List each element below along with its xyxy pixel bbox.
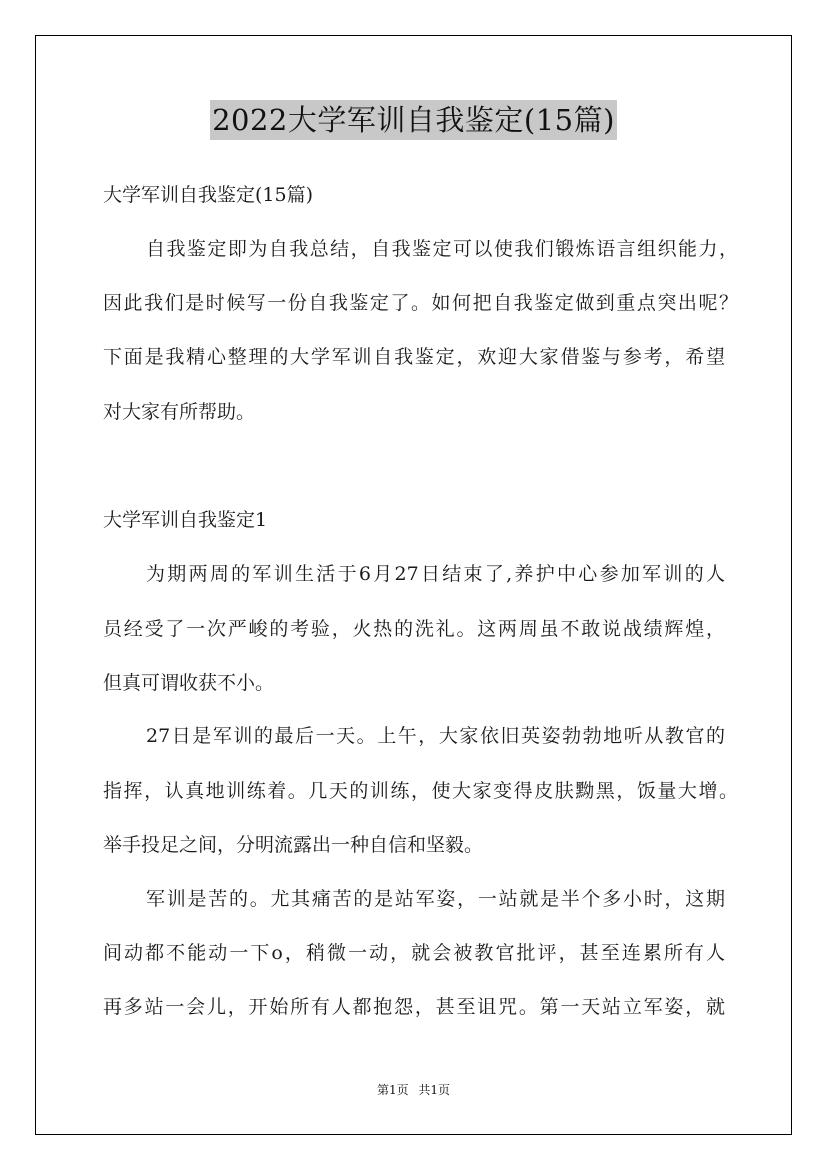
page-total: 共1页 xyxy=(418,1083,451,1097)
title-container xyxy=(0,100,827,140)
intro-line: 对大家有所帮助。 xyxy=(103,401,256,423)
body-line: 员经受了一次严峻的考验，火热的洗礼。这两周虽不敢说战绩辉煌， xyxy=(103,618,725,640)
page-footer xyxy=(0,1082,827,1098)
intro-line: 因此我们是时候写一份自我鉴定了。如何把自我鉴定做到重点突出呢？ xyxy=(103,292,738,314)
body-line: 27日是军训的最后一天。上午，大家依旧英姿勃勃地听从教官的 xyxy=(146,725,725,747)
section-heading: 大学军训自我鉴定1 xyxy=(103,509,268,531)
document-subtitle: 大学军训自我鉴定(15篇) xyxy=(103,184,314,206)
body-line: 为期两周的军训生活于6月27日结束了,养护中心参加军训的人 xyxy=(146,563,725,585)
body-line: 指挥，认真地训练着。几天的训练，使大家变得皮肤黝黑，饭量大增。 xyxy=(103,780,738,802)
body-line: 再多站一会儿，开始所有人都抱怨，甚至诅咒。第一天站立军姿，就 xyxy=(103,996,725,1018)
body-line: 军训是苦的。尤其痛苦的是站军姿，一站就是半个多小时，这期 xyxy=(146,888,725,910)
document-title: 2022大学军训自我鉴定(15篇) xyxy=(210,100,617,140)
intro-line: 下面是我精心整理的大学军训自我鉴定，欢迎大家借鉴与参考，希望 xyxy=(103,346,725,368)
body-line: 间动都不能动一下o，稍微一动，就会被教官批评，甚至连累所有人 xyxy=(103,942,725,964)
body-line: 举手投足之间，分明流露出一种自信和坚毅。 xyxy=(103,834,484,856)
page-number: 第1页 xyxy=(376,1083,409,1097)
intro-line: 自我鉴定即为自我总结，自我鉴定可以使我们锻炼语言组织能力， xyxy=(146,238,738,260)
body-line: 但真可谓收获不小。 xyxy=(103,672,275,694)
